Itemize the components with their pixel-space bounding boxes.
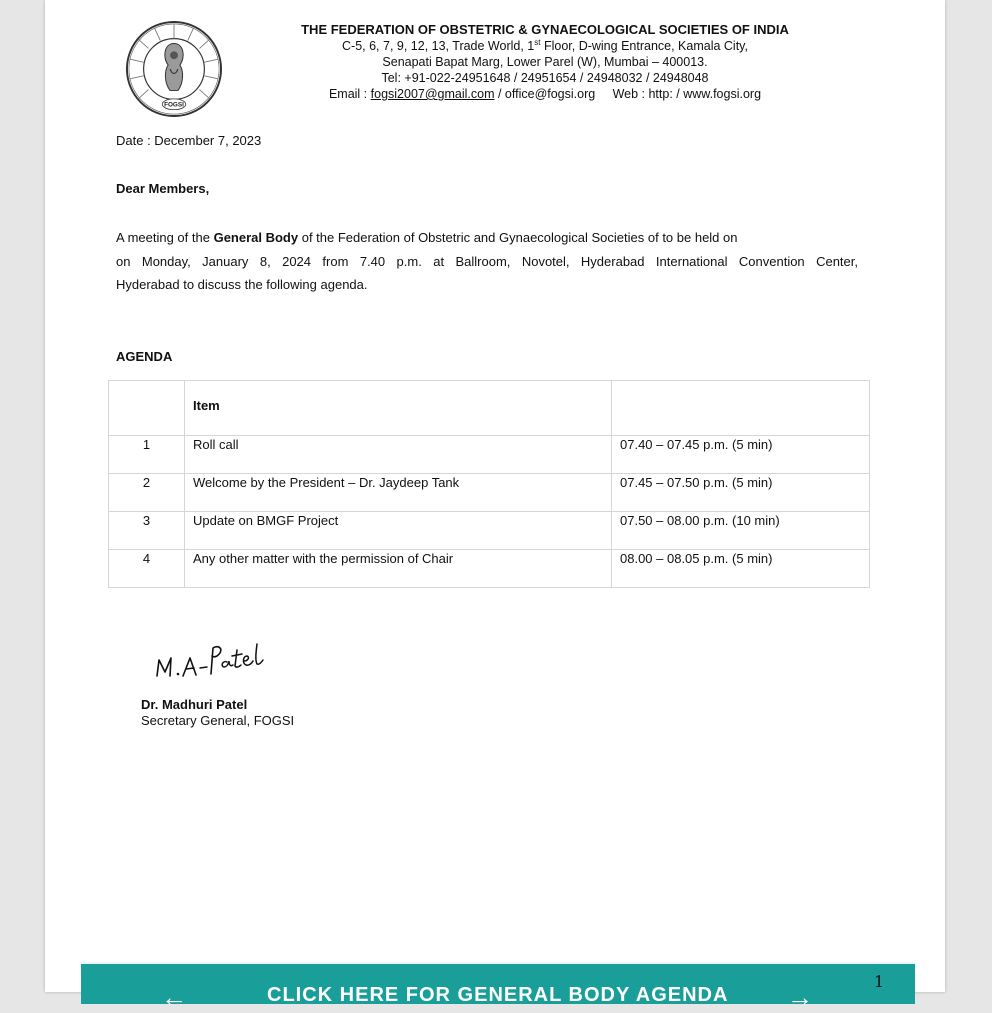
arrow-left-icon: ← <box>161 982 188 1012</box>
table-row <box>109 474 870 512</box>
website-text: Web : http: / www.fogsi.org <box>612 87 762 101</box>
table-row <box>109 550 870 588</box>
row-time: 08.00 – 08.05 p.m. (5 min) <box>612 550 870 588</box>
agenda-header-row <box>109 381 870 436</box>
row-number: 3 <box>109 512 185 550</box>
table-row <box>109 512 870 550</box>
fogsi-logo <box>125 20 223 118</box>
general-body-agenda-banner-button[interactable] <box>81 962 915 1012</box>
signature-image <box>145 630 275 690</box>
row-number: 4 <box>109 550 185 588</box>
organization-name: THE FEDERATION OF OBSTETRIC & GYNAECOLOGICAL SOCIETIES OF INDIA <box>301 22 789 37</box>
row-item: Roll call <box>185 436 612 474</box>
row-item: Update on BMGF Project <box>185 512 612 550</box>
agenda-heading: AGENDA <box>116 349 173 364</box>
letter-date: Date : December 7, 2023 <box>116 133 262 148</box>
arrow-right-icon: → <box>787 982 814 1012</box>
document-page <box>45 0 945 1012</box>
svg-text:FOGSI: FOGSI <box>164 101 184 109</box>
address-line-1: C-5, 6, 7, 9, 12, 13, Trade World, 1st Floor, D-wing Entrance, Kamala City, <box>342 37 748 53</box>
row-number: 2 <box>109 474 185 512</box>
row-number: 1 <box>109 436 185 474</box>
table-row <box>109 436 870 474</box>
banner-label: CLICK HERE FOR GENERAL BODY AGENDA <box>267 984 729 1006</box>
body-line-3: Hyderabad to discuss the following agenda. <box>116 277 368 292</box>
email-link[interactable]: fogsi2007@gmail.com <box>370 87 495 101</box>
body-line-2: on Monday, January 8, 2024 from 7.40 p.m. at Ballroom, Novotel, Hyderabad International Convention Center, <box>116 253 858 269</box>
page-number: 1 <box>874 972 885 991</box>
header-number-cell <box>109 381 185 436</box>
header-time-cell <box>612 381 870 436</box>
telephone-line: Tel: +91-022-24951648 / 24951654 / 24948032 / 24948048 <box>381 71 709 85</box>
letter-body <box>116 226 858 297</box>
signatory-name: Dr. Madhuri Patel <box>141 697 248 712</box>
agenda-table <box>108 380 870 588</box>
row-time: 07.40 – 07.45 p.m. (5 min) <box>612 436 870 474</box>
signatory-title: Secretary General, FOGSI <box>141 713 295 728</box>
header-item-cell: Item <box>185 381 612 436</box>
salutation: Dear Members, <box>116 181 210 196</box>
letterhead <box>245 22 845 102</box>
row-item: Welcome by the President – Dr. Jaydeep Tank <box>185 474 612 512</box>
address-line-2: Senapati Bapat Marg, Lower Parel (W), Mumbai – 400013. <box>382 55 708 69</box>
body-line-1: A meeting of the General Body of the Federation of Obstetric and Gynaecological Societies of to be held on <box>116 230 738 245</box>
signatory-block <box>141 697 294 729</box>
row-item: Any other matter with the permission of Chair <box>185 550 612 588</box>
row-time: 07.50 – 08.00 p.m. (10 min) <box>612 512 870 550</box>
row-time: 07.45 – 07.50 p.m. (5 min) <box>612 474 870 512</box>
contact-line: Email : fogsi2007@gmail.com / office@fogsi.org Web : http: / www.fogsi.org <box>328 87 762 101</box>
